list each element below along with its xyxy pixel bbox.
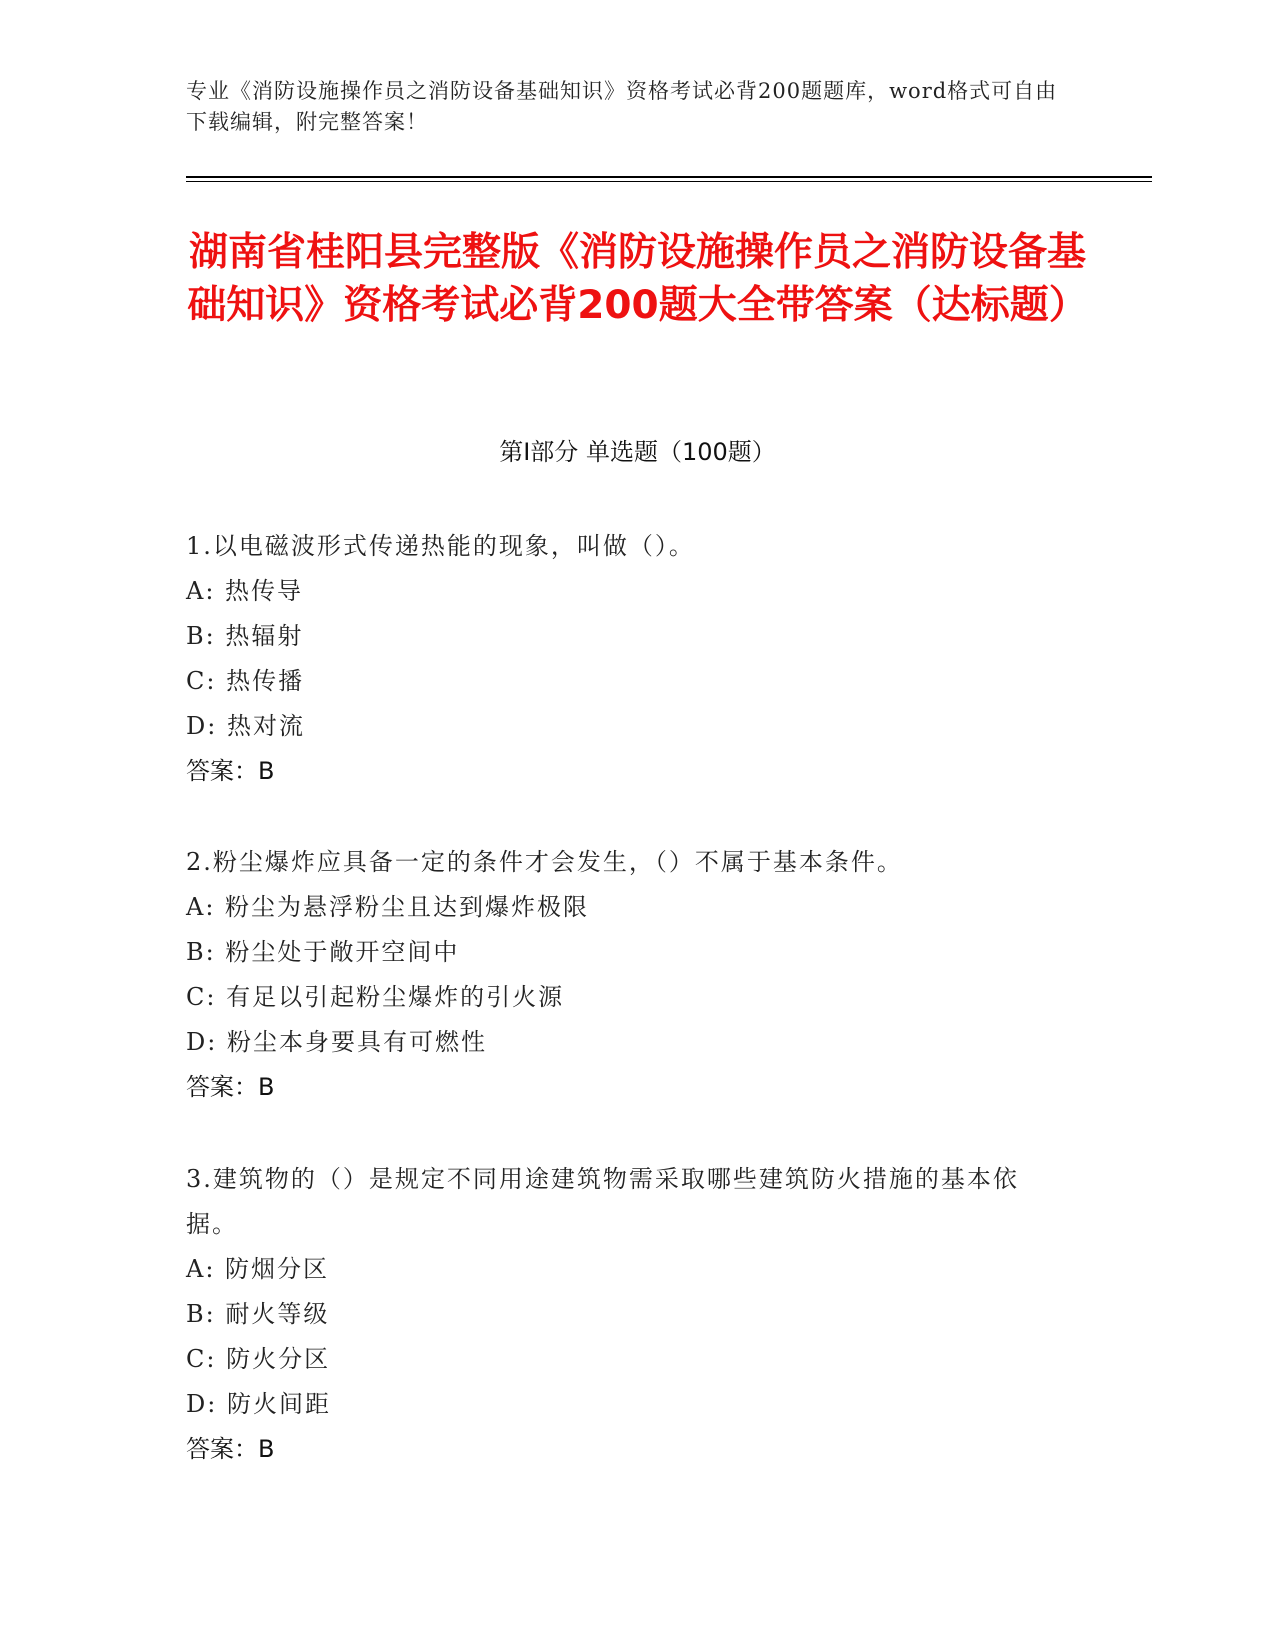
answer: 答案：B <box>186 757 275 785</box>
option-d: D: 粉尘本身要具有可燃性 <box>186 1028 487 1056</box>
option-b: B: 耐火等级 <box>186 1300 330 1328</box>
question-stem: 3.建筑物的（）是规定不同用途建筑物需采取哪些建筑防火措施的基本依据。 <box>186 1165 1019 1238</box>
header-note: 专业《消防设施操作员之消防设备基础知识》资格考试必背200题题库，word格式可自由下载编辑，附完整答案！ <box>186 79 1058 134</box>
section-title: 第I部分 单选题（100题） <box>499 438 776 466</box>
question-3 <box>186 1157 1066 1472</box>
option-d: D: 防火间距 <box>186 1390 331 1418</box>
option-b: B: 粉尘处于敞开空间中 <box>186 938 460 966</box>
header-rule-thin <box>186 181 1152 182</box>
option-b: B: 热辐射 <box>186 622 304 650</box>
question-stem: 1.以电磁波形式传递热能的现象，叫做（）。 <box>186 532 695 560</box>
document-title: 湖南省桂阳县完整版《消防设施操作员之消防设备基础知识》资格考试必背200题大全带答案（达标题） <box>187 230 1088 328</box>
question-2 <box>186 840 1066 1110</box>
option-c: C: 有足以引起粉尘爆炸的引火源 <box>186 983 565 1011</box>
option-a: A: 防烟分区 <box>186 1255 330 1283</box>
option-c: C: 热传播 <box>186 667 305 695</box>
question-stem: 2.粉尘爆炸应具备一定的条件才会发生，（）不属于基本条件。 <box>186 848 903 876</box>
question-1 <box>186 524 1066 794</box>
option-d: D: 热对流 <box>186 712 305 740</box>
answer: 答案：B <box>186 1435 275 1463</box>
header-rule-thick <box>186 176 1152 178</box>
answer: 答案：B <box>186 1073 275 1101</box>
option-a: A: 热传导 <box>186 577 304 605</box>
option-a: A: 粉尘为悬浮粉尘且达到爆炸极限 <box>186 893 590 921</box>
option-c: C: 防火分区 <box>186 1345 331 1373</box>
